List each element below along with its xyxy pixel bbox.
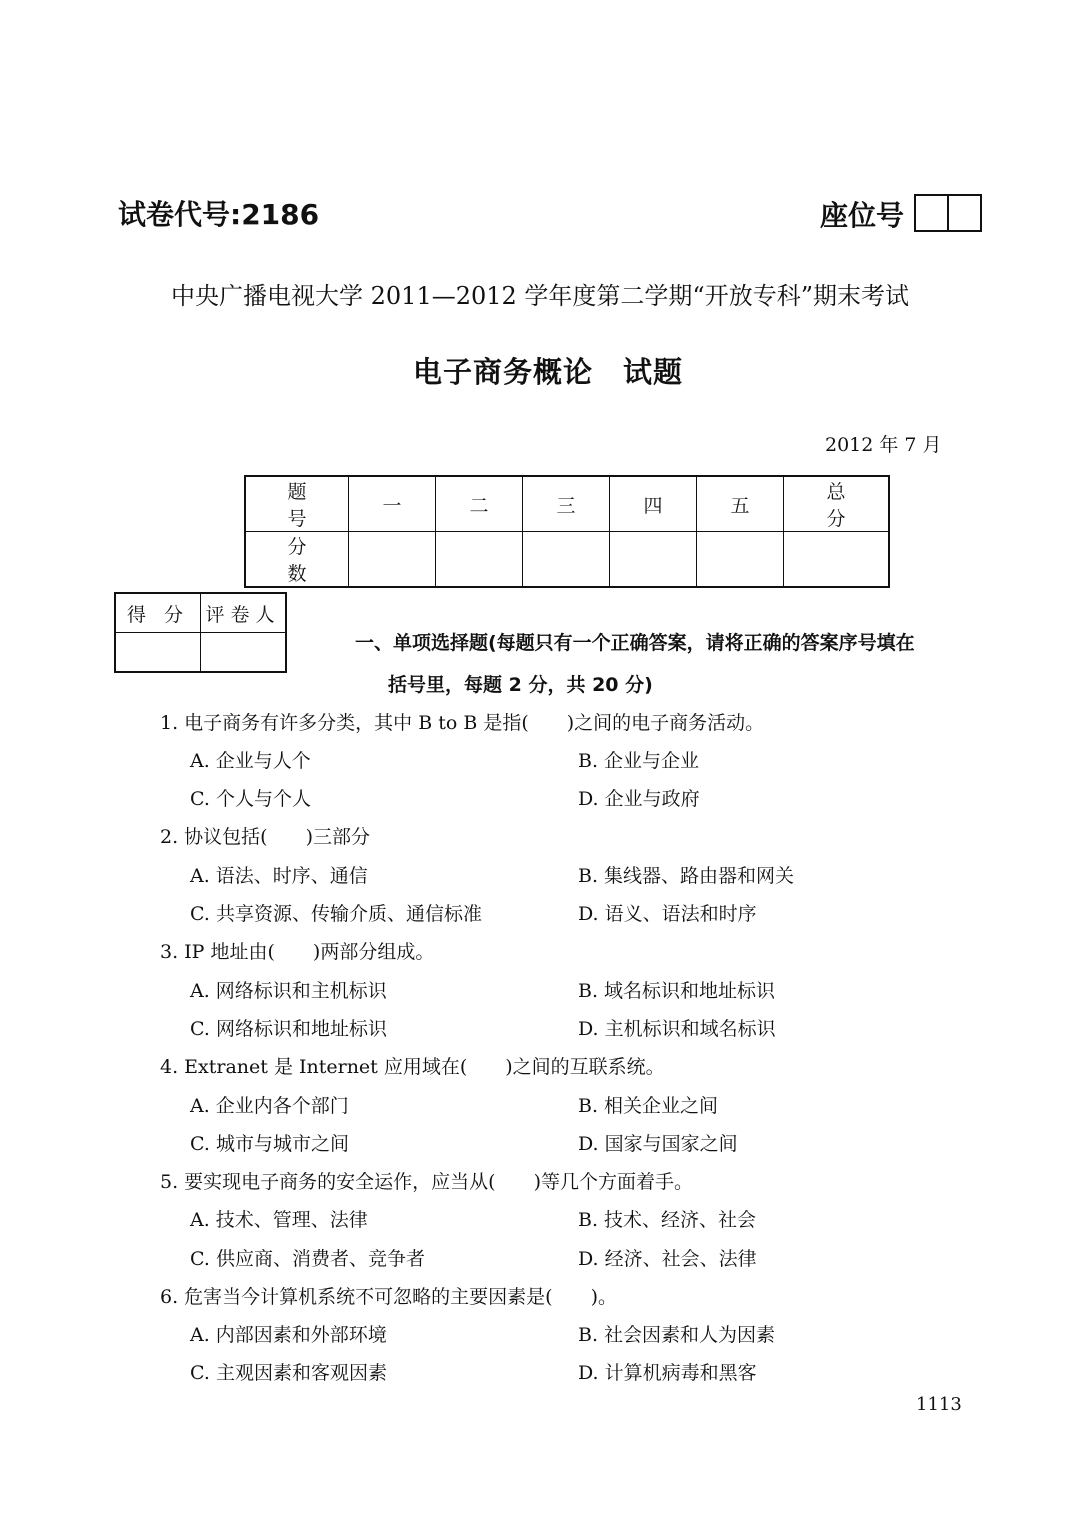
grader-table xyxy=(114,592,287,673)
score-table-cell xyxy=(436,532,523,588)
score-table-cell: 五 xyxy=(697,476,784,532)
option: A. 企业与人个 xyxy=(190,750,311,772)
option: B. 集线器、路由器和网关 xyxy=(578,865,795,887)
option: C. 共享资源、传输介质、通信标准 xyxy=(190,903,482,925)
option: D. 企业与政府 xyxy=(578,788,700,810)
grader-table-score-header: 得 分 xyxy=(115,593,201,633)
score-table xyxy=(244,475,890,588)
grader-table-grader-cell xyxy=(201,633,287,673)
paper-code: 试卷代号:2186 xyxy=(118,198,320,231)
score-table-cell xyxy=(610,532,697,588)
option: D. 语义、语法和时序 xyxy=(578,903,757,925)
score-table-cell xyxy=(784,532,890,588)
page-number: 1113 xyxy=(916,1394,962,1415)
score-table-cell xyxy=(523,532,610,588)
score-table-score-row xyxy=(245,532,889,588)
score-table-cell xyxy=(349,532,436,588)
option: B. 技术、经济、社会 xyxy=(578,1209,757,1231)
question-stem: 6. 危害当今计算机系统不可忽略的主要因素是( )。 xyxy=(160,1286,617,1308)
option: A. 语法、时序、通信 xyxy=(190,865,368,887)
section-heading-line1: 一、单项选择题(每题只有一个正确答案，请将正确的答案序号填在 xyxy=(355,632,915,654)
option: C. 网络标识和地址标识 xyxy=(190,1018,387,1040)
option: B. 社会因素和人为因素 xyxy=(578,1324,776,1346)
option: B. 相关企业之间 xyxy=(578,1095,719,1117)
option: D. 经济、社会、法律 xyxy=(578,1248,757,1270)
score-table-cell xyxy=(697,532,784,588)
question-stem: 4. Extranet 是 Internet 应用域在( )之间的互联系统。 xyxy=(160,1056,665,1078)
section-heading-line2: 括号里，每题 2 分，共 20 分) xyxy=(388,674,653,696)
exam-date: 2012 年 7 月 xyxy=(825,434,942,456)
question-stem: 2. 协议包括( )三部分 xyxy=(160,826,370,848)
score-table-cell: 二 xyxy=(436,476,523,532)
exam-header: 中央广播电视大学 2011—2012 学年度第二学期“开放专科”期末考试 xyxy=(171,282,909,310)
option: D. 主机标识和域名标识 xyxy=(578,1018,776,1040)
section-heading xyxy=(355,622,995,706)
option: A. 内部因素和外部环境 xyxy=(190,1324,387,1346)
option: D. 国家与国家之间 xyxy=(578,1133,738,1155)
option: C. 主观因素和客观因素 xyxy=(190,1362,387,1384)
score-table-header-row xyxy=(245,476,889,532)
option: C. 供应商、消费者、竞争者 xyxy=(190,1248,425,1270)
option: D. 计算机病毒和黑客 xyxy=(578,1362,757,1384)
seat-number-label: 座位号 xyxy=(820,199,905,232)
option: B. 域名标识和地址标识 xyxy=(578,980,776,1002)
option: C. 个人与个人 xyxy=(190,788,311,810)
question-stem: 5. 要实现电子商务的安全运作，应当从( )等几个方面着手。 xyxy=(160,1171,693,1193)
option: A. 技术、管理、法律 xyxy=(190,1209,368,1231)
grader-table-score-cell xyxy=(115,633,201,673)
grader-table-grader-header: 评卷人 xyxy=(201,593,287,633)
option: A. 企业内各个部门 xyxy=(190,1095,349,1117)
score-table-cell: 题 号 xyxy=(245,476,349,532)
score-table-cell: 分 数 xyxy=(245,532,349,588)
question-stem: 1. 电子商务有许多分类，其中 B to B 是指( )之间的电子商务活动。 xyxy=(160,712,765,734)
exam-title: 电子商务概论 试题 xyxy=(412,355,683,389)
seat-number-boxes xyxy=(914,194,982,232)
score-table-cell: 三 xyxy=(523,476,610,532)
option: A. 网络标识和主机标识 xyxy=(190,980,387,1002)
score-table-cell: 总 分 xyxy=(784,476,890,532)
option: B. 企业与企业 xyxy=(578,750,700,772)
score-table-cell: 一 xyxy=(349,476,436,532)
question-stem: 3. IP 地址由( )两部分组成。 xyxy=(160,941,435,963)
score-table-cell: 四 xyxy=(610,476,697,532)
option: C. 城市与城市之间 xyxy=(190,1133,349,1155)
